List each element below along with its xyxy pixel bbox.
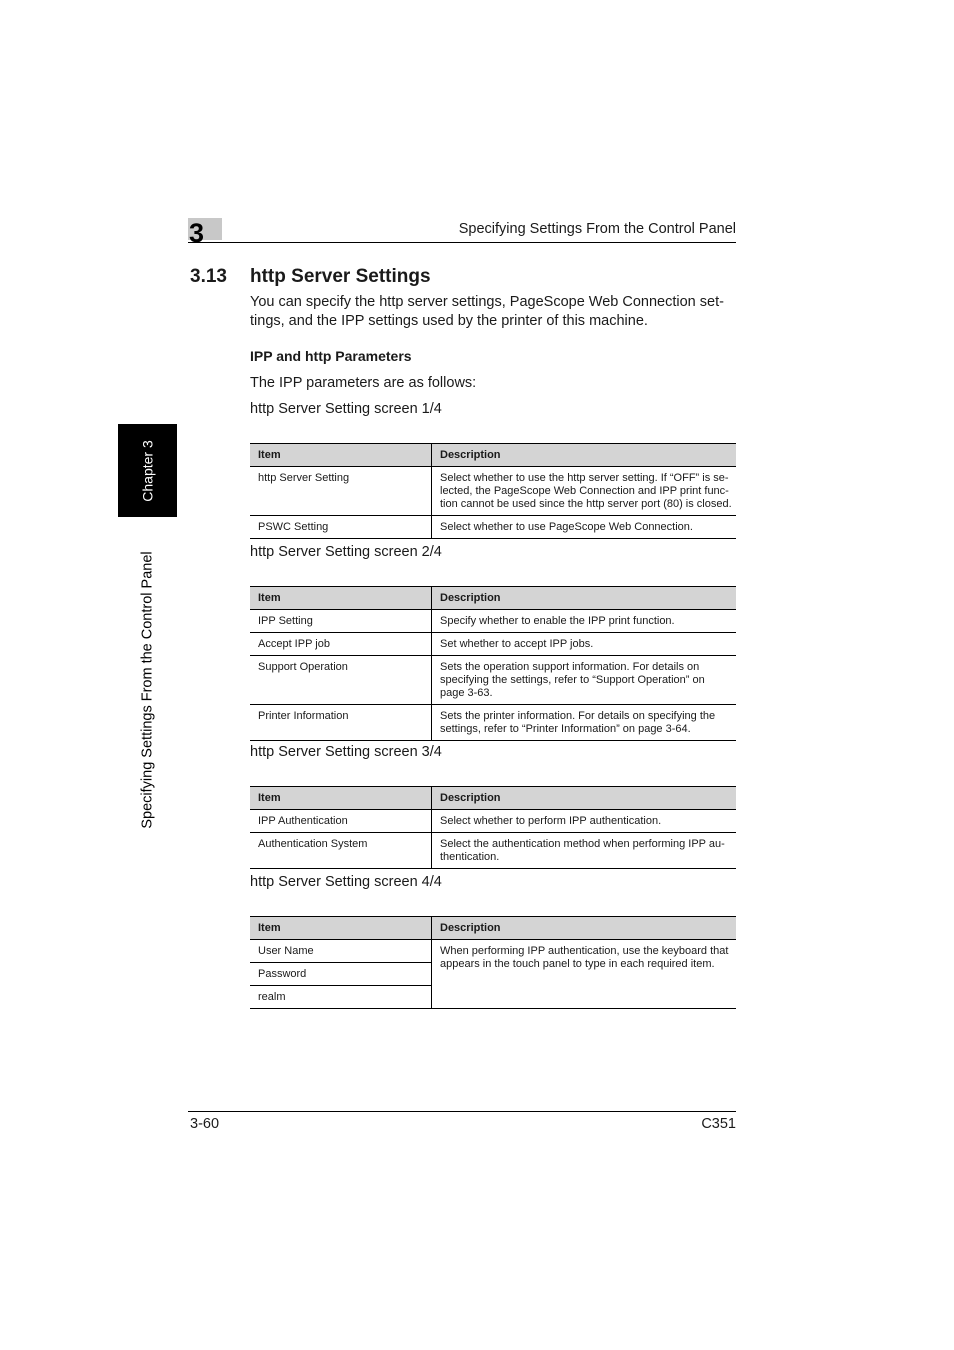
item-cell: Password xyxy=(250,963,432,986)
settings-table-2 xyxy=(250,586,736,741)
page-number: 3-60 xyxy=(190,1116,220,1132)
section-number: 3.13 xyxy=(190,266,227,287)
item-cell: IPP Authentication xyxy=(250,810,432,833)
description-cell: Specify whether to enable the IPP print function. xyxy=(432,610,737,633)
intro-paragraph: You can specify the http server settings, PageScope Web Connection set-tings, and the IPP settings used by the printer of this machine. xyxy=(250,294,724,329)
chapter-number: 3 xyxy=(189,218,205,248)
table-row xyxy=(250,940,736,963)
table-row xyxy=(250,516,736,539)
column-header-description: Description xyxy=(432,787,737,810)
description-cell: Select whether to use PageScope Web Connection. xyxy=(432,516,737,539)
table-row xyxy=(250,656,736,705)
running-title: Specifying Settings From the Control Panel xyxy=(458,221,736,237)
table-caption: http Server Setting screen 3/4 xyxy=(250,744,442,760)
shared-description-cell: When performing IPP authentication, use the keyboard that appears in the touch panel to type in each required item. xyxy=(432,940,737,1009)
column-header-item: Item xyxy=(250,587,432,610)
column-header-description: Description xyxy=(432,587,737,610)
column-header-description: Description xyxy=(432,444,737,467)
column-header-item: Item xyxy=(250,444,432,467)
table-row xyxy=(250,833,736,869)
item-cell: PSWC Setting xyxy=(250,516,432,539)
table-header-row xyxy=(250,444,736,467)
subheading: IPP and http Parameters xyxy=(250,348,412,364)
footer-rule xyxy=(188,1111,736,1112)
column-header-item: Item xyxy=(250,787,432,810)
table-row xyxy=(250,610,736,633)
item-cell: User Name xyxy=(250,940,432,963)
item-cell: http Server Setting xyxy=(250,467,432,516)
settings-table-1 xyxy=(250,443,736,539)
side-chapter-label xyxy=(118,424,177,517)
table-caption: http Server Setting screen 2/4 xyxy=(250,544,442,560)
lead-paragraph: The IPP parameters are as follows: xyxy=(250,375,477,391)
table-row xyxy=(250,633,736,656)
table-caption: http Server Setting screen 4/4 xyxy=(250,874,442,890)
item-cell: realm xyxy=(250,986,432,1009)
section-title: http Server Settings xyxy=(250,266,431,287)
column-header-description: Description xyxy=(432,917,737,940)
side-section-label xyxy=(118,530,177,850)
table-header-row xyxy=(250,787,736,810)
header-rule xyxy=(188,242,736,243)
side-section-text: Specifying Settings From the Control Panel xyxy=(139,551,156,829)
table-header-row xyxy=(250,587,736,610)
item-cell: Authentication System xyxy=(250,833,432,869)
settings-table-4 xyxy=(250,916,736,1009)
model-name: C351 xyxy=(701,1116,736,1132)
table-header-row xyxy=(250,917,736,940)
item-cell: IPP Setting xyxy=(250,610,432,633)
description-cell: Set whether to accept IPP jobs. xyxy=(432,633,737,656)
description-cell: Select the authentication method when performing IPP au-thentication. xyxy=(432,833,737,869)
item-cell: Printer Information xyxy=(250,705,432,741)
description-cell: Sets the printer information. For details on specifying the settings, refer to “Printer Information” on page 3-64. xyxy=(432,705,737,741)
column-header-item: Item xyxy=(250,917,432,940)
description-cell: Sets the operation support information. For details on specifying the settings, refer to “Support Operation” on page 3-63. xyxy=(432,656,737,705)
settings-table-3 xyxy=(250,786,736,869)
description-cell: Select whether to use the http server setting. If “OFF” is se-lected, the PageScope Web Connection and IPP print func-tion cannot be used since the http server port (80) is closed. xyxy=(432,467,737,516)
table-row xyxy=(250,810,736,833)
item-cell: Support Operation xyxy=(250,656,432,705)
description-cell: Select whether to perform IPP authentication. xyxy=(432,810,737,833)
table-row xyxy=(250,705,736,741)
item-cell: Accept IPP job xyxy=(250,633,432,656)
side-chapter-text: Chapter 3 xyxy=(139,439,156,502)
table-row xyxy=(250,467,736,516)
table-caption: http Server Setting screen 1/4 xyxy=(250,401,442,417)
